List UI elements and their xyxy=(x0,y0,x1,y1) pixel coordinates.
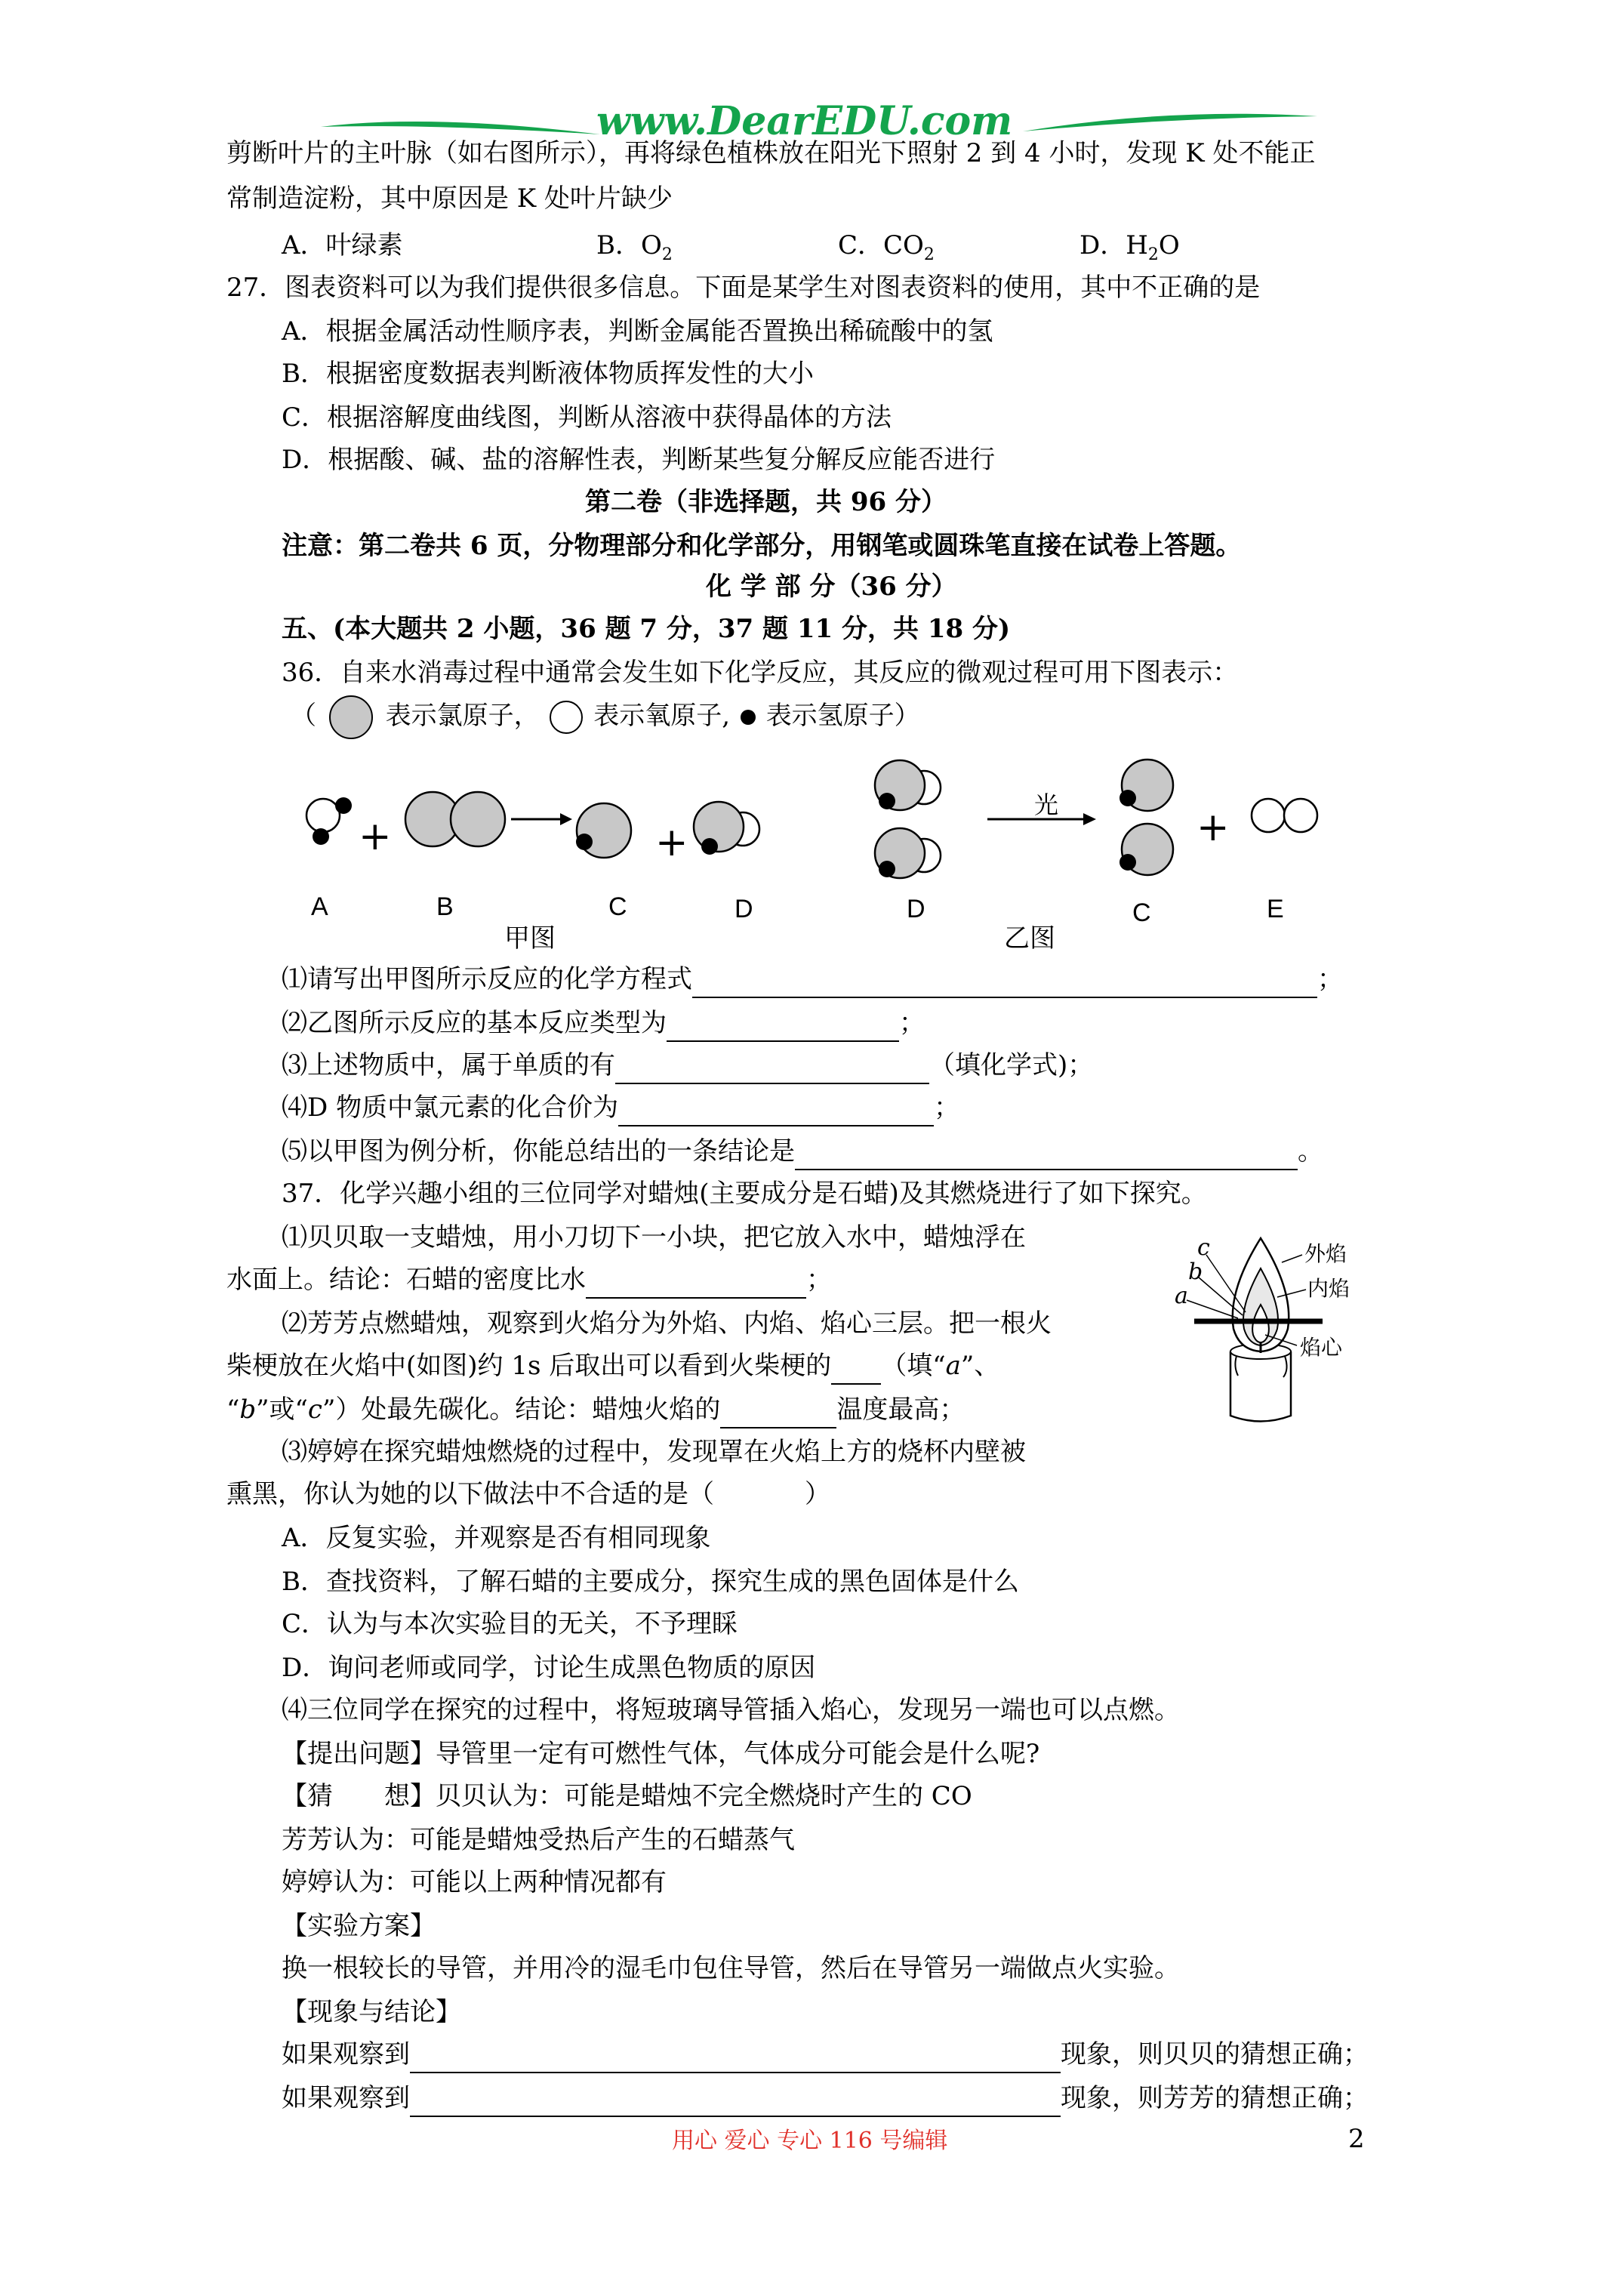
q27-stem: 27．图表资料可以为我们提供很多信息。下面是某学生对图表资料的使用，其中不正确的是 xyxy=(226,273,1261,303)
figure-caption-yi: 乙图 xyxy=(1004,923,1055,954)
candle-label-a: a xyxy=(1175,1283,1188,1309)
arrow-jia xyxy=(511,813,572,825)
label-d-jia: D xyxy=(735,895,753,923)
label-b: B xyxy=(436,892,454,921)
q37-p2c: “b”或“c”）处最先碳化。结论：蜡烛火焰的 温度最高； xyxy=(226,1391,965,1428)
answer-blank-s3[interactable] xyxy=(615,1054,929,1084)
q27-option-d: D．根据酸、碱、盐的溶解性表，判断某些复分解反应能否进行 xyxy=(282,445,996,475)
header-logo-text: www.DearEDU.com xyxy=(596,98,1013,144)
answer-blank-result-1[interactable] xyxy=(410,2043,1061,2073)
q37-option-b: B．查找资料，了解石蜡的主要成分，探究生成的黑色固体是什么 xyxy=(282,1567,1019,1597)
chlorine-atom-icon xyxy=(325,695,377,740)
q26-line2: 常制造淀粉，其中原因是 K 处叶片缺少 xyxy=(226,183,673,214)
q26-option-d: D．$H_2O$ xyxy=(1079,230,1180,264)
q37-result-heading: 【现象与结论】 xyxy=(282,1997,461,2027)
page-number: 2 xyxy=(1348,2124,1365,2154)
molecule-a xyxy=(306,797,352,845)
chem-section-title: 化 学 部 分（36 分） xyxy=(706,572,957,602)
answer-blank-s5[interactable] xyxy=(795,1140,1298,1170)
q37-guess2: 芳芳认为：可能是蜡烛受热后产生的石蜡蒸气 xyxy=(282,1825,795,1855)
candle-label-b: b xyxy=(1188,1259,1203,1285)
plus-sign-2: + xyxy=(655,820,688,865)
hydrogen-atom-icon xyxy=(738,707,758,727)
q36-s2: ⑵乙图所示反应的基本反应类型为 ； xyxy=(282,1004,925,1042)
q37-option-c: C．认为与本次实验目的无关，不予理睬 xyxy=(282,1609,738,1639)
molecule-d-yi-2 xyxy=(875,828,941,878)
label-a: A xyxy=(311,892,328,921)
candle-label-inner: 内焰 xyxy=(1307,1276,1350,1301)
q37-result-2: 如果观察到 现象，则芳芳的猜想正确； xyxy=(282,2079,1369,2117)
q37-option-a: A．反复实验，并观察是否有相同现象 xyxy=(282,1523,711,1553)
answer-blank-char-position[interactable] xyxy=(831,1354,881,1385)
candle-flame-figure xyxy=(1155,1216,1397,1435)
q26-option-b: B．$O_2$ xyxy=(596,230,673,264)
q27-option-b: B．根据密度数据表判断液体物质挥发性的大小 xyxy=(282,359,814,389)
q26-option-a: A．叶绿素 xyxy=(282,230,403,260)
answer-blank-result-2[interactable] xyxy=(410,2087,1061,2117)
q37-p2b: 柴梗放在火焰中(如图)约 1s 后取出可以看到火柴梗的 （填“a”、 xyxy=(226,1347,999,1385)
q37-p3a: ⑶婷婷在探究蜡烛燃烧的过程中，发现罩在火焰上方的烧杯内壁被 xyxy=(282,1437,1026,1467)
plus-sign-1: + xyxy=(359,814,392,859)
molecule-c-yi-2 xyxy=(1119,824,1173,875)
figure-caption-jia: 甲图 xyxy=(504,923,556,954)
q37-plan-heading: 【实验方案】 xyxy=(282,1911,436,1941)
q37-p3b: 熏黑，你认为她的以下做法中不合适的是（ ） xyxy=(226,1479,830,1509)
q37-option-d: D．询问老师或同学，讨论生成黑色物质的原因 xyxy=(282,1653,816,1683)
q36-s4: ⑷D 物质中氯元素的化合价为 ； xyxy=(282,1089,959,1126)
molecule-c-yi-1 xyxy=(1119,760,1173,811)
oxygen-atom-icon xyxy=(547,698,585,736)
answer-blank-density[interactable] xyxy=(586,1268,806,1299)
molecule-e xyxy=(1252,799,1317,832)
reaction-diagram xyxy=(287,744,1389,970)
q37-guess: 【猜 想】贝贝认为：可能是蜡烛不完全燃烧时产生的 CO xyxy=(282,1781,972,1811)
q36-s3: ⑶上述物质中，属于单质的有 （填化学式)； xyxy=(282,1046,1093,1084)
q36-legend: （ 表示氯原子， 表示氧原子, 表示氢原子） xyxy=(291,695,920,740)
q26-line1: 剪断叶片的主叶脉（如右图所示），再将绿色植株放在阳光下照射 2 到 4 小时，发现 K 处不能正 xyxy=(226,138,1316,168)
molecule-c-jia xyxy=(576,803,631,858)
label-c-yi: C xyxy=(1132,898,1151,927)
q36-s5: ⑸以甲图为例分析，你能总结出的一条结论是 。 xyxy=(282,1133,1323,1170)
part5-heading: 五、(本大题共 2 小题，36 题 7 分，37 题 11 分，共 18 分) xyxy=(282,614,1011,644)
q36-s1: ⑴请写出甲图所示反应的化学方程式 ； xyxy=(282,960,1343,998)
footer-text: 用心 爱心 专心 116 号编辑 xyxy=(672,2128,948,2154)
q37-ask: 【提出问题】导管里一定有可燃性气体，气体成分可能会是什么呢? xyxy=(282,1739,1040,1769)
q26-option-c: C．$CO_2$ xyxy=(838,230,935,264)
label-d-yi: D xyxy=(907,895,925,923)
answer-blank-s2[interactable] xyxy=(667,1012,899,1042)
q37-guess3: 婷婷认为：可能以上两种情况都有 xyxy=(282,1867,667,1897)
candle-label-c: c xyxy=(1197,1234,1210,1261)
molecule-b xyxy=(405,792,505,846)
candle-label-outer: 外焰 xyxy=(1304,1241,1347,1266)
q37-stem: 37．化学兴趣小组的三位同学对蜡烛(主要成分是石蜡)及其燃烧进行了如下探究。 xyxy=(282,1179,1207,1209)
answer-blank-flame-layer[interactable] xyxy=(720,1398,836,1428)
light-label: 光 xyxy=(1034,791,1059,819)
q37-plan-text: 换一根较长的导管，并用冷的湿毛巾包住导管，然后在导管另一端做点火实验。 xyxy=(282,1953,1180,1983)
q27-option-c: C．根据溶解度曲线图，判断从溶液中获得晶体的方法 xyxy=(282,402,892,433)
label-c-jia: C xyxy=(608,892,627,921)
q37-result-1: 如果观察到 现象，则贝贝的猜想正确； xyxy=(282,2036,1369,2073)
answer-blank-s4[interactable] xyxy=(618,1096,934,1126)
q27-option-a: A．根据金属活动性顺序表，判断金属能否置换出稀硫酸中的氢 xyxy=(282,316,993,347)
molecule-d-jia xyxy=(694,802,759,855)
candle-label-core: 焰心 xyxy=(1300,1335,1343,1360)
section2-notice: 注意：第二卷共 6 页，分物理部分和化学部分，用钢笔或圆珠笔直接在试卷上答题。 xyxy=(282,531,1242,561)
label-e: E xyxy=(1267,895,1284,923)
q37-p1b: 水面上。结论：石蜡的密度比水 ； xyxy=(226,1261,832,1299)
candle-body xyxy=(1230,1351,1291,1422)
q37-p4: ⑷三位同学在探究的过程中，将短玻璃导管插入焰心，发现另一端也可以点燃。 xyxy=(282,1695,1180,1725)
section2-title: 第二卷（非选择题，共 96 分） xyxy=(585,487,947,517)
plus-sign-3: + xyxy=(1196,805,1230,850)
q36-stem: 36．自来水消毒过程中通常会发生如下化学反应，其反应的微观过程可用下图表示： xyxy=(282,658,1239,688)
answer-blank-s1[interactable] xyxy=(692,968,1317,998)
molecule-d-yi-1 xyxy=(875,760,941,810)
q37-p1a: ⑴贝贝取一支蜡烛，用小刀切下一小块，把它放入水中，蜡烛浮在 xyxy=(282,1222,1026,1253)
q37-p2a: ⑵芳芳点燃蜡烛，观察到火焰分为外焰、内焰、焰心三层。把一根火 xyxy=(282,1308,1052,1339)
